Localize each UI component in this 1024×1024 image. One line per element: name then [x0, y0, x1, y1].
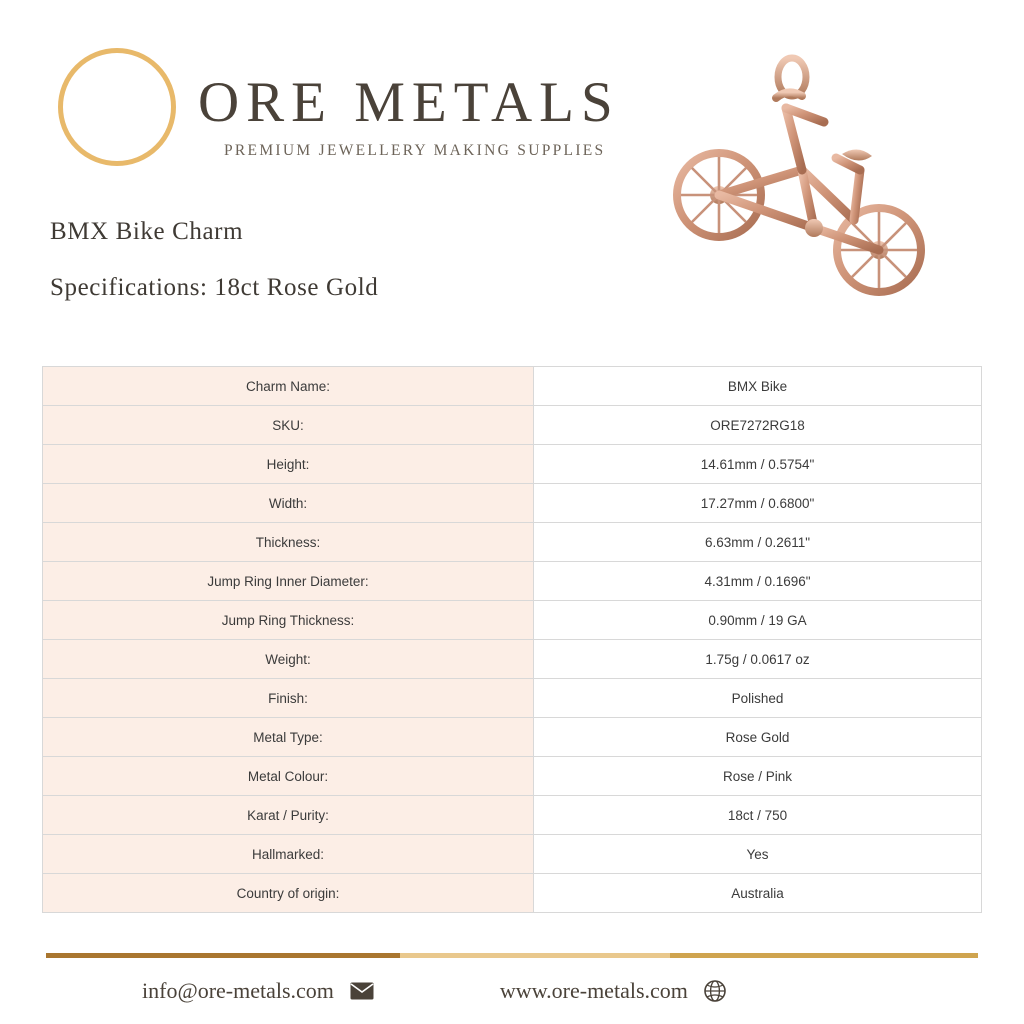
- table-row: [43, 679, 982, 718]
- footer-divider-segment: [46, 953, 400, 958]
- spec-value: BMX Bike: [534, 367, 982, 406]
- footer-divider: [46, 953, 978, 958]
- page-title: BMX Bike Charm: [50, 218, 244, 245]
- table-row: [43, 874, 982, 913]
- table-row: [43, 484, 982, 523]
- spec-label: Thickness:: [43, 523, 534, 562]
- spec-value: Australia: [534, 874, 982, 913]
- footer-divider-segment: [400, 953, 670, 958]
- brand-header: [52, 34, 652, 174]
- footer-email-text: info@ore-metals.com: [142, 978, 334, 1003]
- spec-value: Polished: [534, 679, 982, 718]
- spec-label: Charm Name:: [43, 367, 534, 406]
- spec-label: SKU:: [43, 406, 534, 445]
- table-row: [43, 367, 982, 406]
- spec-value: 18ct / 750: [534, 796, 982, 835]
- spec-value: 1.75g / 0.0617 oz: [534, 640, 982, 679]
- spec-label: Finish:: [43, 679, 534, 718]
- product-image: [664, 50, 984, 320]
- table-row: [43, 601, 982, 640]
- envelope-icon: [350, 982, 374, 1000]
- footer: [46, 960, 978, 1022]
- table-row: [43, 640, 982, 679]
- document-title-block: [50, 218, 670, 302]
- footer-website[interactable]: [500, 978, 726, 1004]
- table-row: [43, 406, 982, 445]
- gold-ring-icon: [58, 48, 176, 166]
- footer-divider-segment: [670, 953, 978, 958]
- spec-label: Karat / Purity:: [43, 796, 534, 835]
- spec-label: Width:: [43, 484, 534, 523]
- brand-name: ORE METALS: [198, 71, 620, 134]
- spec-label: Country of origin:: [43, 874, 534, 913]
- brand-tagline: PREMIUM JEWELLERY MAKING SUPPLIES: [224, 142, 606, 159]
- spec-table-body: [43, 367, 982, 913]
- table-row: [43, 718, 982, 757]
- spec-label: Metal Colour:: [43, 757, 534, 796]
- table-row: [43, 757, 982, 796]
- spec-label: Hallmarked:: [43, 835, 534, 874]
- spec-label: Height:: [43, 445, 534, 484]
- footer-email[interactable]: [142, 978, 374, 1004]
- spec-label: Weight:: [43, 640, 534, 679]
- spec-value: 4.31mm / 0.1696": [534, 562, 982, 601]
- spec-value: 14.61mm / 0.5754": [534, 445, 982, 484]
- spec-value: 17.27mm / 0.6800": [534, 484, 982, 523]
- spec-value: 0.90mm / 19 GA: [534, 601, 982, 640]
- globe-icon: [704, 980, 726, 1002]
- table-row: [43, 796, 982, 835]
- table-row: [43, 445, 982, 484]
- spec-value: Rose / Pink: [534, 757, 982, 796]
- specifications-table: [42, 366, 982, 913]
- table-row: [43, 523, 982, 562]
- table-row: [43, 562, 982, 601]
- page-subtitle: Specifications: 18ct Rose Gold: [50, 274, 379, 301]
- spec-label: Jump Ring Thickness:: [43, 601, 534, 640]
- table-row: [43, 835, 982, 874]
- spec-value: Yes: [534, 835, 982, 874]
- footer-website-text: www.ore-metals.com: [499, 978, 688, 1003]
- spec-label: Metal Type:: [43, 718, 534, 757]
- spec-label: Jump Ring Inner Diameter:: [43, 562, 534, 601]
- spec-value: Rose Gold: [534, 718, 982, 757]
- spec-value: ORE7272RG18: [534, 406, 982, 445]
- spec-value: 6.63mm / 0.2611": [534, 523, 982, 562]
